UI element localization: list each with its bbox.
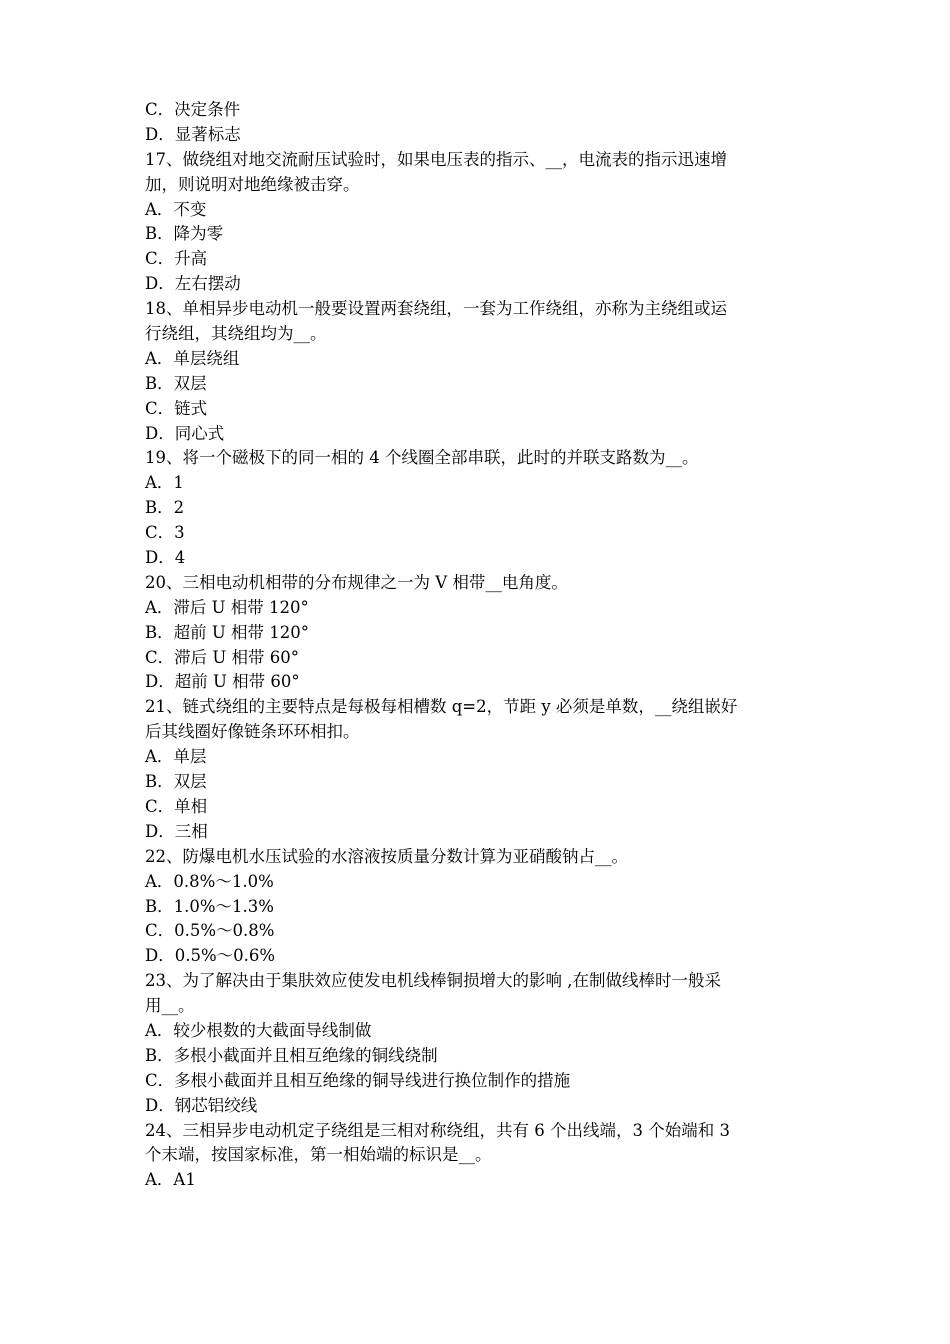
text-line-option: A．A1 [145, 1170, 196, 1190]
text-line-option: D．超前 U 相带 60° [145, 672, 300, 692]
text-line-option: C．单相 [145, 796, 208, 816]
text-line-option: C．0.5%～0.8% [145, 921, 275, 941]
text-line-option: D．左右摆动 [145, 274, 241, 294]
text-line-option: A．单层 [145, 747, 207, 767]
text-line-question-17: 17、做绕组对地交流耐压试验时，如果电压表的指示、__，电流表的指示迅速增 [145, 149, 727, 169]
text-line-question-21: 21、链式绕组的主要特点是每极每相槽数 q=2，节距 y 必须是单数，__绕组嵌好 [145, 697, 738, 717]
text-line-option: A．单层绕组 [145, 348, 240, 368]
text-line-option: D．三相 [145, 821, 208, 841]
text-line-question-20: 20、三相电动机相带的分布规律之一为 V 相带__电角度。 [145, 572, 568, 592]
question-text-body [145, 98, 813, 1193]
text-line-option: A．较少根数的大截面导线制做 [145, 1020, 372, 1040]
text-line-question-24: 24、三相异步电动机定子绕组是三相对称绕组，共有 6 个出线端，3 个始端和 3 [145, 1120, 730, 1140]
text-line-option: B．多根小截面并且相互绝缘的铜线绕制 [145, 1045, 438, 1065]
text-line-option: D．钢芯铝绞线 [145, 1095, 258, 1115]
text-line-question-18: 18、单相异步电动机一般要设置两套绕组，一套为工作绕组，亦称为主绕组或运 [145, 299, 727, 319]
text-line-option: C．链式 [145, 398, 208, 418]
text-line-option: D．0.5%～0.6% [145, 946, 276, 966]
text-line-option: A．不变 [145, 199, 207, 219]
text-line-question-19: 19、将一个磁极下的同一相的 4 个线圈全部串联，此时的并联支路数为__。 [145, 448, 699, 468]
text-line-question-21-cont: 后其线圈好像链条环环相扣。 [145, 722, 360, 742]
text-line-option: B．双层 [145, 772, 207, 792]
text-line-option: C．多根小截面并且相互绝缘的铜导线进行换位制作的措施 [145, 1070, 571, 1090]
text-line-question-23-cont: 用__。 [145, 996, 195, 1016]
text-line-question-23: 23、为了解决由于集肤效应使发电机线棒铜损增大的影响 ,在制做线棒时一般采 [145, 971, 721, 991]
text-line-option: B．1.0%～1.3% [145, 896, 274, 916]
text-line-option: A．0.8%～1.0% [145, 871, 274, 891]
text-line-question-24-cont: 个末端，按国家标准，第一相始端的标识是__。 [145, 1145, 492, 1165]
text-line-option: A．滞后 U 相带 120° [145, 597, 309, 617]
text-line-option: A．1 [145, 473, 184, 493]
text-line-option: B．2 [145, 498, 185, 518]
text-line-option: B．降为零 [145, 224, 224, 244]
text-line-option: C．升高 [145, 249, 208, 269]
text-line-option: B．双层 [145, 373, 207, 393]
text-line-option: D．同心式 [145, 423, 225, 443]
text-line-question-18-cont: 行绕组，其绕组均为__。 [145, 324, 327, 344]
text-line-option: B．超前 U 相带 120° [145, 622, 310, 642]
text-line-option: C．滞后 U 相带 60° [145, 647, 300, 667]
text-line-question-22: 22、防爆电机水压试验的水溶液按质量分数计算为亚硝酸钠占__。 [145, 846, 628, 866]
text-line-option: D．显著标志 [145, 124, 241, 144]
text-line-option: C．3 [145, 523, 185, 543]
text-line-option: C．决定条件 [145, 100, 241, 119]
text-line-option: D．4 [145, 548, 186, 568]
text-line-question-17-cont: 加，则说明对地绝缘被击穿。 [145, 174, 360, 194]
